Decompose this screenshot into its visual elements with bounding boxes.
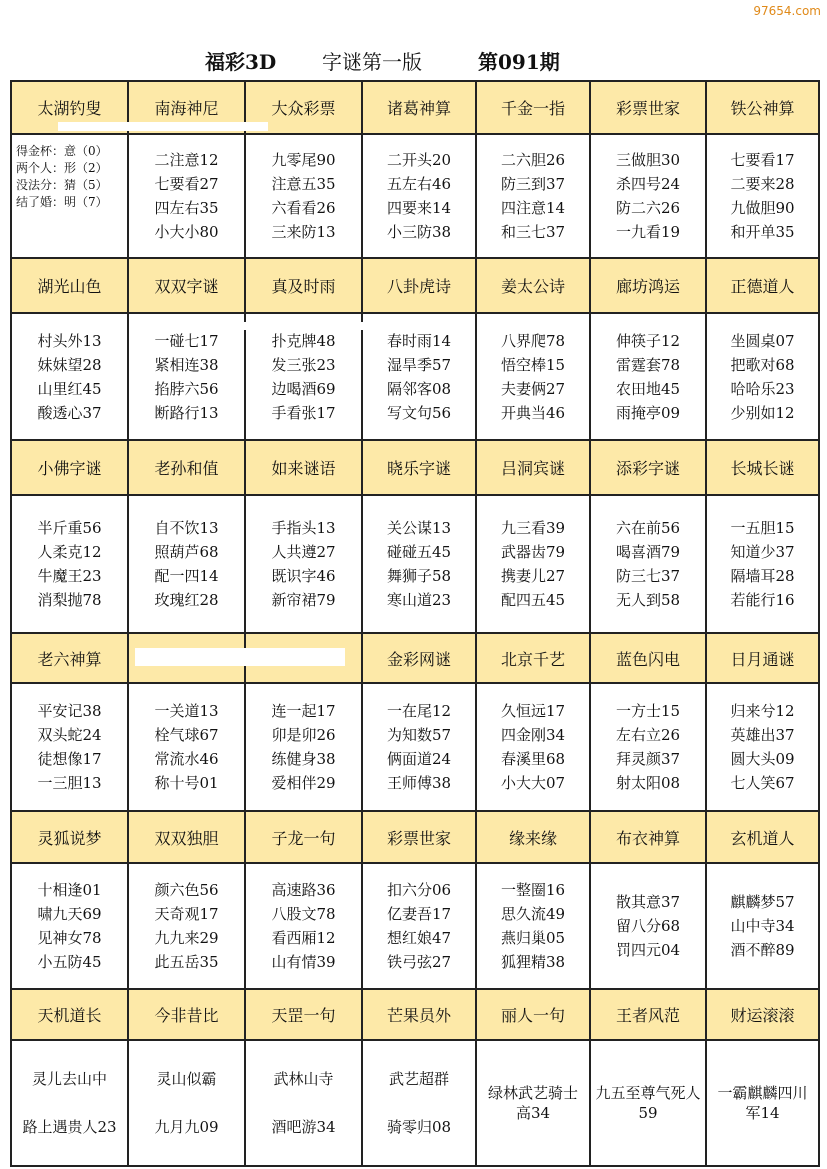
header-row xyxy=(11,258,819,313)
clue-line: 高速路36 xyxy=(271,881,336,899)
page-title xyxy=(0,46,827,76)
clue-line: 十相逢01 xyxy=(37,881,102,899)
clue-row xyxy=(11,495,819,633)
clue-line: 见神女78 xyxy=(37,929,102,947)
header-row xyxy=(11,989,819,1040)
clue-line: 称十号01 xyxy=(154,774,219,792)
clue-line: 二开头20 xyxy=(386,151,452,169)
expert-name: 铁公神算 xyxy=(706,81,819,134)
expert-name: 玄机道人 xyxy=(706,811,819,863)
clue-line: 自不饮13 xyxy=(154,519,219,537)
clue-line: 六看看26 xyxy=(271,199,336,217)
clue-cell xyxy=(706,134,819,258)
expert-name: 金彩网谜 xyxy=(362,633,476,683)
clue-line: 一在尾12 xyxy=(386,702,452,720)
clue-cell xyxy=(590,1040,706,1166)
clue-line: 杀四号24 xyxy=(615,175,681,193)
clue-cell xyxy=(245,313,362,440)
clue-line: 既识字46 xyxy=(271,567,336,585)
expert-name: 北京千艺 xyxy=(476,633,590,683)
expert-name: 太湖钓叟 xyxy=(11,81,128,134)
clue-row xyxy=(11,313,819,440)
clue-cell xyxy=(362,1040,476,1166)
clue-line: 照葫芦68 xyxy=(154,543,219,561)
clue-line: 爱相伴29 xyxy=(271,774,336,792)
clue-line: 四要来14 xyxy=(386,199,452,217)
clue-line: 碰碰五45 xyxy=(386,543,452,561)
clue-cell xyxy=(245,495,362,633)
clue-cell xyxy=(362,495,476,633)
clue-line: 六在前56 xyxy=(615,519,681,537)
clue-line: 骑零归08 xyxy=(386,1118,452,1136)
expert-name: 缘来缘 xyxy=(476,811,590,863)
clue-line: 紧相连38 xyxy=(154,355,219,374)
legend-line: 两个人：形（2） xyxy=(16,161,108,175)
clue-line: 燕归巢05 xyxy=(500,929,566,947)
clue-line: 农田地45 xyxy=(615,379,681,398)
clue-line: 八界爬78 xyxy=(500,331,566,350)
clue-line: 七人笑67 xyxy=(730,774,795,792)
clue-line: 九零尾90 xyxy=(271,151,336,169)
clue-line: 七要看17 xyxy=(730,151,795,169)
expert-name: 蓝色闪电 xyxy=(590,633,706,683)
clue-line: 圆大头09 xyxy=(730,750,795,768)
blank-mask xyxy=(135,648,345,666)
clue-line: 练健身38 xyxy=(271,750,336,768)
clue-row xyxy=(11,683,819,811)
clue-line: 俩面道24 xyxy=(386,750,452,768)
clue-row xyxy=(11,863,819,989)
clue-line: 八股文78 xyxy=(271,905,336,923)
clue-line: 一三胆13 xyxy=(37,774,102,792)
clue-line: 牛魔王23 xyxy=(37,567,102,585)
clue-cell xyxy=(128,1040,245,1166)
clue-line: 一九看19 xyxy=(615,223,681,241)
clue-line: 小三防38 xyxy=(386,223,452,241)
expert-name: 子龙一句 xyxy=(245,811,362,863)
legend-line: 没法分：猜（5） xyxy=(16,178,108,192)
clue-line: 三来防13 xyxy=(271,223,336,241)
clue-line: 一霸麒麟四川军14 xyxy=(717,1084,808,1122)
clue-cell xyxy=(128,495,245,633)
clue-line: 把歌对68 xyxy=(730,355,795,374)
expert-name: 天机道长 xyxy=(11,989,128,1040)
clue-line: 玫瑰红28 xyxy=(154,591,219,609)
clue-line: 四左右35 xyxy=(154,199,219,217)
clue-cell xyxy=(706,1040,819,1166)
expert-name: 大众彩票 xyxy=(245,81,362,134)
clue-line: 一关道13 xyxy=(154,702,219,720)
clue-line: 和开单35 xyxy=(730,223,795,241)
clue-line: 悟空棒15 xyxy=(500,355,566,374)
clue-cell xyxy=(476,495,590,633)
expert-name: 添彩字谜 xyxy=(590,440,706,495)
clue-cell xyxy=(362,313,476,440)
expert-name: 丽人一句 xyxy=(476,989,590,1040)
clue-line: 小大小80 xyxy=(154,223,219,241)
expert-name: 姜太公诗 xyxy=(476,258,590,313)
clue-line: 舞狮子58 xyxy=(386,567,452,585)
clue-line: 夫妻俩27 xyxy=(500,379,566,398)
clue-line: 亿妻吾17 xyxy=(386,905,452,923)
expert-name: 南海神尼 xyxy=(128,81,245,134)
clue-line: 武艺超群 xyxy=(388,1070,449,1088)
clue-line: 妹妹望28 xyxy=(37,355,102,374)
clue-line: 携妻儿27 xyxy=(500,567,566,585)
clue-line: 留八分68 xyxy=(615,917,681,935)
clue-line: 雷霆套78 xyxy=(615,355,681,374)
expert-name: 如来谜语 xyxy=(245,440,362,495)
clue-cell xyxy=(11,495,128,633)
clue-line: 英雄出37 xyxy=(730,726,795,744)
clue-line: 思久流49 xyxy=(500,905,566,923)
title-edition: 字谜第一版 xyxy=(322,50,422,74)
clue-line: 手指头13 xyxy=(271,519,336,537)
expert-name: 老六神算 xyxy=(11,633,128,683)
clue-line: 常流水46 xyxy=(154,750,219,768)
clue-line: 小五防45 xyxy=(37,953,102,971)
clue-line: 罚四元04 xyxy=(615,941,681,959)
clue-line: 防三七37 xyxy=(615,567,681,585)
clue-cell xyxy=(590,134,706,258)
clue-line: 掐脖六56 xyxy=(154,379,219,398)
expert-name: 湖光山色 xyxy=(11,258,128,313)
clue-line: 栓气球67 xyxy=(154,726,219,744)
clue-line: 关公谋13 xyxy=(386,519,452,537)
riddle-table xyxy=(10,80,820,1167)
clue-line: 扣六分06 xyxy=(386,881,452,899)
clue-line: 和三七37 xyxy=(500,223,566,241)
clue-line: 灵儿去山中 xyxy=(31,1070,107,1088)
clue-line: 山中寺34 xyxy=(730,917,795,935)
clue-line: 平安记38 xyxy=(37,702,102,720)
clue-line: 九五至尊气死人59 xyxy=(595,1084,701,1122)
clue-line: 为知数57 xyxy=(386,726,452,744)
clue-line: 扑克牌48 xyxy=(271,331,336,350)
clue-line: 哈哈乐23 xyxy=(730,379,795,398)
clue-line: 久恒远17 xyxy=(500,702,566,720)
clue-line: 人柔克12 xyxy=(37,543,102,561)
clue-cell xyxy=(362,863,476,989)
header-row xyxy=(11,633,819,683)
clue-line: 酒不醉89 xyxy=(730,941,795,959)
clue-line: 九三看39 xyxy=(500,519,566,537)
clue-line: 酸透心37 xyxy=(37,403,102,422)
clue-line: 断路行13 xyxy=(154,403,219,422)
expert-name: 晓乐字谜 xyxy=(362,440,476,495)
clue-line: 拜灵颜37 xyxy=(615,750,681,768)
clue-line: 二六胆26 xyxy=(500,151,566,169)
clue-line: 配一四14 xyxy=(154,567,219,585)
clue-line: 卯是卯26 xyxy=(271,726,336,744)
title-issue: 第091期 xyxy=(478,50,560,74)
clue-line: 若能行16 xyxy=(730,591,795,609)
clue-line: 双头蛇24 xyxy=(37,726,102,744)
clue-line: 春时雨14 xyxy=(386,331,452,350)
expert-name: 廊坊鸿运 xyxy=(590,258,706,313)
clue-line: 半斤重56 xyxy=(37,519,102,537)
clue-line: 喝喜酒79 xyxy=(615,543,681,561)
clue-line: 消梨抛78 xyxy=(37,591,102,609)
expert-name: 芒果员外 xyxy=(362,989,476,1040)
expert-name: 天罡一句 xyxy=(245,989,362,1040)
clue-line: 射太阳08 xyxy=(615,774,681,792)
clue-cell xyxy=(128,863,245,989)
expert-name: 彩票世家 xyxy=(362,811,476,863)
clue-line: 防二六26 xyxy=(615,199,681,217)
clue-line: 三做胆30 xyxy=(615,151,681,169)
clue-line: 注意五35 xyxy=(271,175,336,193)
expert-name: 灵狐说梦 xyxy=(11,811,128,863)
clue-line: 路上遇贵人23 xyxy=(22,1118,117,1136)
clue-cell xyxy=(476,683,590,811)
watermark: 97654.com xyxy=(753,4,821,18)
header-row xyxy=(11,811,819,863)
clue-cell xyxy=(706,863,819,989)
clue-line: 连一起17 xyxy=(271,702,336,720)
expert-name: 正德道人 xyxy=(706,258,819,313)
expert-name: 小佛字谜 xyxy=(11,440,128,495)
clue-line: 无人到58 xyxy=(615,591,681,609)
title-lottery: 福彩3D xyxy=(205,50,277,74)
expert-name: 今非昔比 xyxy=(128,989,245,1040)
clue-line: 此五岳35 xyxy=(154,953,219,971)
expert-name: 彩票世家 xyxy=(590,81,706,134)
clue-line: 二注意12 xyxy=(154,151,219,169)
clue-line: 一碰七17 xyxy=(154,331,219,350)
header-row xyxy=(11,440,819,495)
clue-line: 隔墙耳28 xyxy=(730,567,795,585)
clue-line: 湿旱季57 xyxy=(386,355,452,374)
clue-line: 坐圆桌07 xyxy=(730,331,795,350)
clue-cell xyxy=(11,863,128,989)
clue-line: 村头外13 xyxy=(37,331,102,350)
clue-line: 看西厢12 xyxy=(271,929,336,947)
clue-line: 寒山道23 xyxy=(386,591,452,609)
clue-line: 人共遵27 xyxy=(271,543,336,561)
clue-line: 散其意37 xyxy=(615,893,681,911)
clue-row xyxy=(11,134,819,258)
blank-mask xyxy=(205,322,363,330)
expert-name: 长城长谜 xyxy=(706,440,819,495)
legend-line: 得金杯：意（0） xyxy=(16,144,108,158)
clue-line: 发三张23 xyxy=(271,355,336,374)
clue-line: 四金刚34 xyxy=(500,726,566,744)
clue-cell xyxy=(362,134,476,258)
expert-name: 真及时雨 xyxy=(245,258,362,313)
clue-cell xyxy=(128,313,245,440)
clue-cell xyxy=(706,313,819,440)
clue-line: 知道少37 xyxy=(730,543,795,561)
legend-cell xyxy=(11,134,128,258)
clue-cell xyxy=(476,313,590,440)
clue-line: 二要来28 xyxy=(730,175,795,193)
clue-line: 九月九09 xyxy=(154,1118,219,1136)
clue-line: 九九来29 xyxy=(154,929,219,947)
clue-line: 五左右46 xyxy=(386,175,452,193)
clue-line: 啸九天69 xyxy=(37,905,102,923)
clue-cell xyxy=(590,863,706,989)
clue-line: 天奇观17 xyxy=(154,905,219,923)
clue-cell xyxy=(245,134,362,258)
clue-line: 绿林武艺骑士高34 xyxy=(487,1084,578,1122)
expert-name: 布衣神算 xyxy=(590,811,706,863)
clue-cell xyxy=(706,495,819,633)
clue-cell xyxy=(476,1040,590,1166)
clue-cell xyxy=(11,1040,128,1166)
clue-line: 归来兮12 xyxy=(730,702,795,720)
clue-line: 少别如12 xyxy=(730,403,795,422)
clue-line: 酒吧游34 xyxy=(271,1118,336,1136)
clue-line: 麒麟梦57 xyxy=(730,893,795,911)
clue-line: 伸筷子12 xyxy=(615,331,681,350)
clue-line: 想红娘47 xyxy=(386,929,452,947)
clue-line: 一整圈16 xyxy=(500,881,566,899)
clue-line: 颜六色56 xyxy=(154,881,219,899)
clue-line: 山有情39 xyxy=(271,953,336,971)
clue-cell xyxy=(590,313,706,440)
clue-line: 边喝酒69 xyxy=(271,379,336,398)
clue-cell xyxy=(590,495,706,633)
clue-line: 手看张17 xyxy=(271,403,336,422)
clue-line: 隔邻客08 xyxy=(386,379,452,398)
clue-cell xyxy=(245,683,362,811)
clue-cell xyxy=(590,683,706,811)
clue-line: 春溪里68 xyxy=(500,750,566,768)
legend-line: 结了婚：明（7） xyxy=(16,195,108,209)
clue-cell xyxy=(128,683,245,811)
clue-cell xyxy=(476,134,590,258)
clue-line: 一五胆15 xyxy=(730,519,795,537)
clue-line: 七要看27 xyxy=(154,175,219,193)
clue-cell xyxy=(362,683,476,811)
clue-cell xyxy=(245,1040,362,1166)
expert-name: 吕洞宾谜 xyxy=(476,440,590,495)
clue-line: 新帘裙79 xyxy=(271,591,336,609)
expert-name: 诸葛神算 xyxy=(362,81,476,134)
expert-name: 王者风范 xyxy=(590,989,706,1040)
clue-line: 雨掩亭09 xyxy=(615,403,681,422)
clue-line: 山里红45 xyxy=(37,379,102,398)
expert-name: 日月通谜 xyxy=(706,633,819,683)
clue-line: 武林山寺 xyxy=(273,1070,334,1088)
clue-line: 铁弓弦27 xyxy=(386,953,452,971)
clue-row xyxy=(11,1040,819,1166)
expert-name: 八卦虎诗 xyxy=(362,258,476,313)
clue-cell xyxy=(706,683,819,811)
clue-line: 灵山似霸 xyxy=(156,1070,217,1088)
clue-cell xyxy=(476,863,590,989)
expert-name: 双双字谜 xyxy=(128,258,245,313)
clue-cell xyxy=(11,313,128,440)
expert-name: 双双独胆 xyxy=(128,811,245,863)
clue-line: 四注意14 xyxy=(500,199,566,217)
expert-name: 财运滚滚 xyxy=(706,989,819,1040)
clue-line: 王师傅38 xyxy=(386,774,452,792)
clue-line: 防三到37 xyxy=(500,175,566,193)
expert-name: 千金一指 xyxy=(476,81,590,134)
clue-line: 九做胆90 xyxy=(730,199,795,217)
clue-line: 写文句56 xyxy=(386,403,452,422)
clue-line: 左右立26 xyxy=(615,726,681,744)
clue-line: 小大大07 xyxy=(500,774,566,792)
clue-cell xyxy=(245,863,362,989)
clue-line: 徒想像17 xyxy=(37,750,102,768)
clue-cell xyxy=(128,134,245,258)
clue-line: 一方士15 xyxy=(615,702,681,720)
clue-cell xyxy=(11,683,128,811)
clue-line: 武器齿79 xyxy=(500,543,566,561)
clue-line: 狐狸精38 xyxy=(500,953,566,971)
clue-line: 开典当46 xyxy=(500,403,566,422)
blank-mask xyxy=(58,122,268,131)
expert-name: 老孙和值 xyxy=(128,440,245,495)
clue-line: 配四五45 xyxy=(500,591,566,609)
